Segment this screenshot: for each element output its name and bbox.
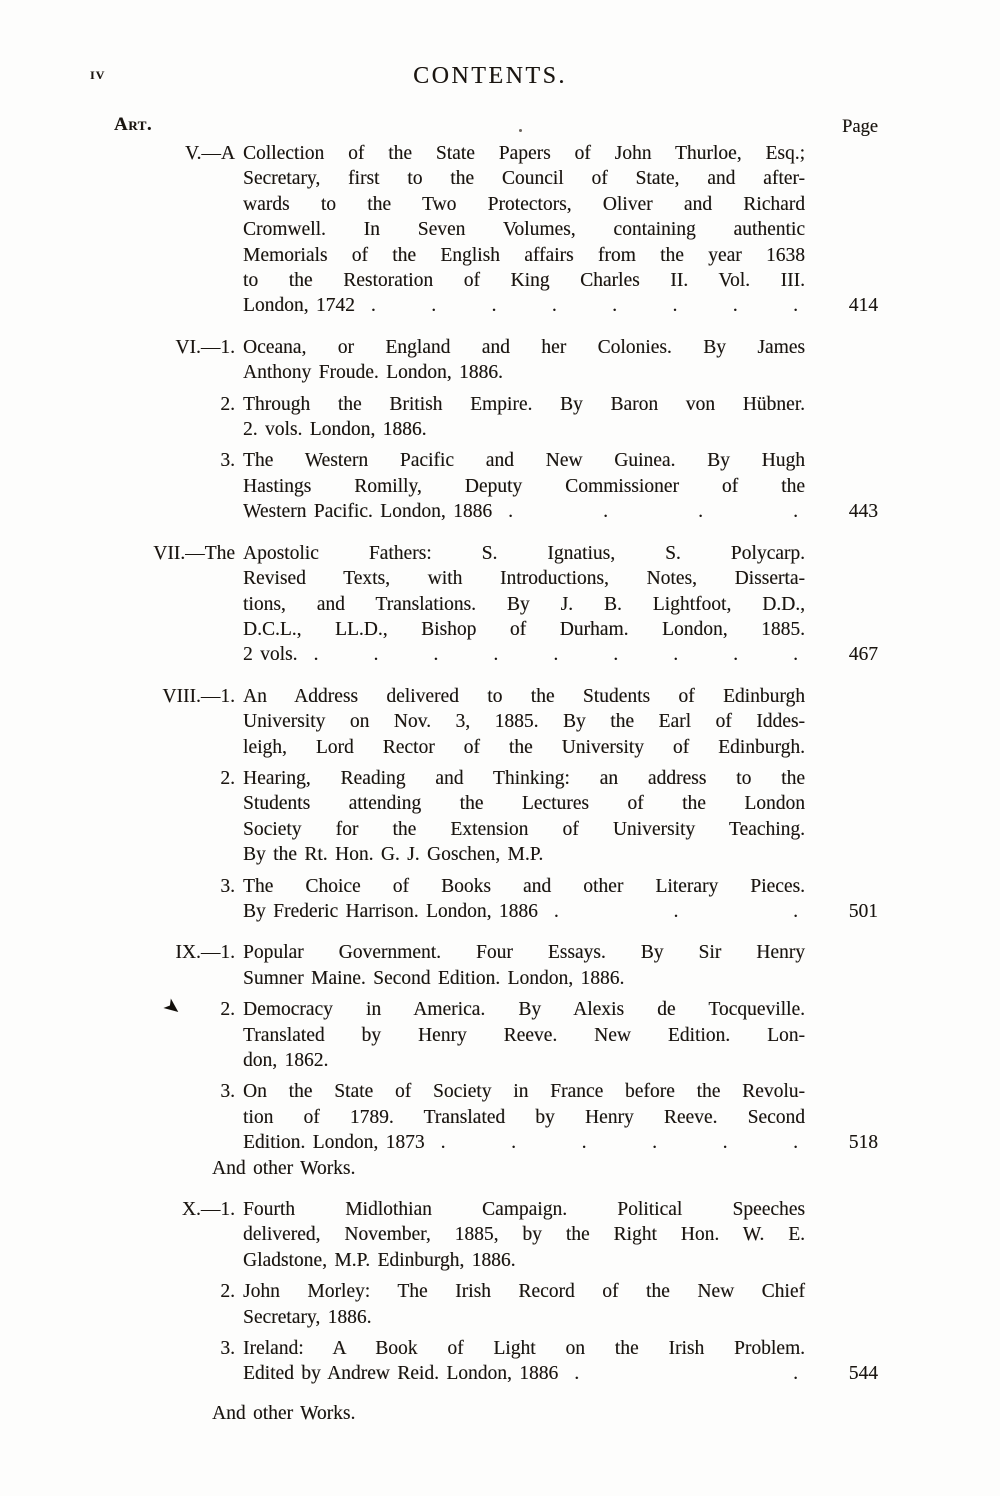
page-number: 443: [848, 501, 878, 523]
item-line: leigh, Lord Rector of the University of Edinburgh.: [243, 736, 805, 758]
toc-entry-VII: [0, 541, 1000, 668]
toc-item: [0, 766, 1000, 868]
item-lastline: [243, 899, 878, 924]
item-lines: [243, 1279, 805, 1330]
item-line: tion of 1789. Translated by Henry Reeve. Second: [243, 1106, 805, 1128]
item-lines: [243, 997, 805, 1073]
item-line: By the Rt. Hon. G. J. Goschen, M.P.: [243, 844, 544, 866]
item-line: Ireland: A Book of Light on the Irish Problem.: [243, 1338, 805, 1360]
item-lines: [243, 940, 805, 991]
item-line: Society for the Extension of University Teaching.: [243, 818, 805, 840]
item-lastline: [243, 499, 878, 524]
item-line: Gladstone, M.P. Edinburgh, 1886.: [243, 1249, 516, 1271]
item-line: On the State of Society in France before the Revolu-: [243, 1081, 805, 1103]
leader-dots: . .: [574, 1363, 798, 1385]
item-line: John Morley: The Irish Record of the New Chief: [243, 1281, 805, 1303]
leader-dots: . . . . . .: [440, 1132, 798, 1154]
item-marker: IX.—1.: [175, 942, 235, 964]
lastline-text: Edition. London, 1873: [243, 1132, 425, 1154]
item-lines: [243, 874, 878, 925]
toc-item: [0, 1336, 1000, 1387]
toc-entry-X: [0, 1197, 1000, 1426]
item-line: Apostolic Fathers: S. Ignatius, S. Polycarp.: [243, 542, 805, 564]
item-line: Anthony Froude. London, 1886.: [243, 362, 503, 384]
entry-trailer: And other Works.: [212, 1157, 356, 1179]
lastline-text: Edited by Andrew Reid. London, 1886: [243, 1363, 559, 1385]
scan-speck: [519, 129, 522, 132]
toc-item: [0, 684, 1000, 760]
item-line: Hastings Romilly, Deputy Commissioner of the: [243, 475, 805, 497]
page-number: 544: [848, 1363, 878, 1385]
item-line: The Choice of Books and other Literary Pieces.: [243, 875, 805, 897]
toc-entry-VI: [0, 335, 1000, 525]
item-lastline: [243, 1361, 878, 1386]
toc-list: [0, 141, 1000, 1426]
item-marker: 3.: [220, 875, 235, 897]
lastline-text: 2 vols.: [243, 644, 298, 666]
item-line: Collection of the State Papers of John Thurloe, Esq.;: [243, 143, 805, 164]
item-line: Students attending the Lectures of the London: [243, 793, 805, 815]
lastline-text: London, 1742: [243, 295, 355, 317]
item-line: Fourth Midlothian Campaign. Political Speeches: [243, 1199, 805, 1221]
entry-trailer: And other Works.: [212, 1402, 356, 1424]
item-lines: [243, 766, 805, 868]
item-line: The Western Pacific and New Guinea. By Hugh: [243, 450, 805, 472]
toc-item: [0, 392, 1000, 443]
item-marker: 2.: [220, 999, 235, 1021]
item-line: University on Nov. 3, 1885. By the Earl of Iddes-: [243, 711, 805, 733]
item-line: Cromwell. In Seven Volumes, containing authentic: [243, 219, 805, 241]
item-line: D.C.L., LL.D., Bishop of Durham. London, 1885.: [243, 618, 805, 640]
lastline-text: Western Pacific. London, 1886: [243, 501, 493, 523]
item-lines: [243, 1336, 878, 1387]
item-line: delivered, November, 1885, by the Right Hon. W. E.: [243, 1224, 805, 1246]
folio-number: iv: [90, 64, 106, 83]
item-lines: [243, 448, 878, 524]
item-line: Popular Government. Four Essays. By Sir Henry: [243, 942, 805, 964]
item-line: tions, and Translations. By J. B. Lightfoot, D.D.,: [243, 593, 805, 615]
item-line: Memorials of the English affairs from the year 1638: [243, 244, 805, 266]
toc-entry-IX: [0, 940, 1000, 1181]
item-line: Revised Texts, with Introductions, Notes, Disserta-: [243, 568, 805, 590]
item-lines: [243, 541, 878, 668]
leader-dots: . . .: [553, 900, 798, 922]
toc-item: [0, 1197, 1000, 1273]
toc-item: [0, 994, 1000, 1073]
item-line: Oceana, or England and her Colonies. By James: [243, 336, 805, 358]
item-marker: 2.: [220, 767, 235, 789]
item-line: Secretary, 1886.: [243, 1306, 372, 1328]
item-marker: 2.: [220, 393, 235, 415]
item-line: Hearing, Reading and Thinking: an address to the: [243, 767, 805, 789]
item-lines: [243, 684, 805, 760]
column-header-art: Art.: [114, 114, 153, 135]
toc-item: [0, 141, 1000, 319]
item-lines: [243, 141, 878, 319]
item-line: Secretary, first to the Council of State, and after-: [243, 168, 805, 190]
item-line: Democracy in America. By Alexis de Tocqueville.: [243, 999, 805, 1021]
item-lines: [243, 392, 805, 443]
item-lastline: [243, 642, 878, 667]
page-number: 501: [848, 900, 878, 922]
item-marker: 3.: [220, 450, 235, 472]
lastline-text: By Frederic Harrison. London, 1886: [243, 900, 538, 922]
item-lastline: [243, 293, 878, 318]
page-number: 414: [848, 295, 878, 317]
item-marker: VIII.—1.: [162, 685, 235, 707]
item-marker: 3.: [220, 1338, 235, 1360]
item-line: to the Restoration of King Charles II. Vol. III.: [243, 270, 805, 292]
item-line: An Address delivered to the Students of Edinburgh: [243, 685, 805, 707]
toc-item: [0, 1079, 1000, 1155]
toc-entry-VIII: [0, 684, 1000, 925]
item-line: Translated by Henry Reeve. New Edition. Lon-: [243, 1024, 805, 1046]
item-marker: X.—1.: [181, 1199, 235, 1221]
item-line: wards to the Two Protectors, Oliver and Richard: [243, 193, 805, 215]
item-lines: [243, 335, 805, 386]
item-marker: VII.—The: [153, 542, 235, 564]
item-marker: V.—A: [184, 143, 235, 164]
column-header-page: Page: [842, 117, 878, 137]
toc-item: [0, 874, 1000, 925]
item-lastline: [243, 1130, 878, 1155]
toc-item: [0, 940, 1000, 991]
item-marker: 2.: [220, 1281, 235, 1303]
page-number: 518: [848, 1132, 878, 1154]
item-marker: 3.: [220, 1081, 235, 1103]
toc-item: [0, 1279, 1000, 1330]
item-marker: VI.—1.: [175, 336, 235, 358]
page-title: CONTENTS.: [413, 63, 567, 89]
item-line: Through the British Empire. By Baron von Hübner.: [243, 393, 805, 415]
toc-item: [0, 448, 1000, 524]
toc-item: [0, 335, 1000, 386]
toc-entry-V: [0, 141, 1000, 319]
item-lines: [243, 1079, 878, 1155]
margin-annotation-mark: ➤: [158, 994, 186, 1022]
item-line: 2. vols. London, 1886.: [243, 419, 427, 441]
leader-dots: . . . .: [508, 501, 798, 523]
leader-dots: . . . . . . . .: [370, 295, 798, 317]
leader-dots: . . . . . . . . .: [313, 644, 798, 666]
toc-item: [0, 541, 1000, 668]
item-line: Sumner Maine. Second Edition. London, 1886.: [243, 967, 625, 989]
item-lines: [243, 1197, 805, 1273]
item-line: don, 1862.: [243, 1050, 329, 1071]
page-number: 467: [848, 644, 878, 666]
